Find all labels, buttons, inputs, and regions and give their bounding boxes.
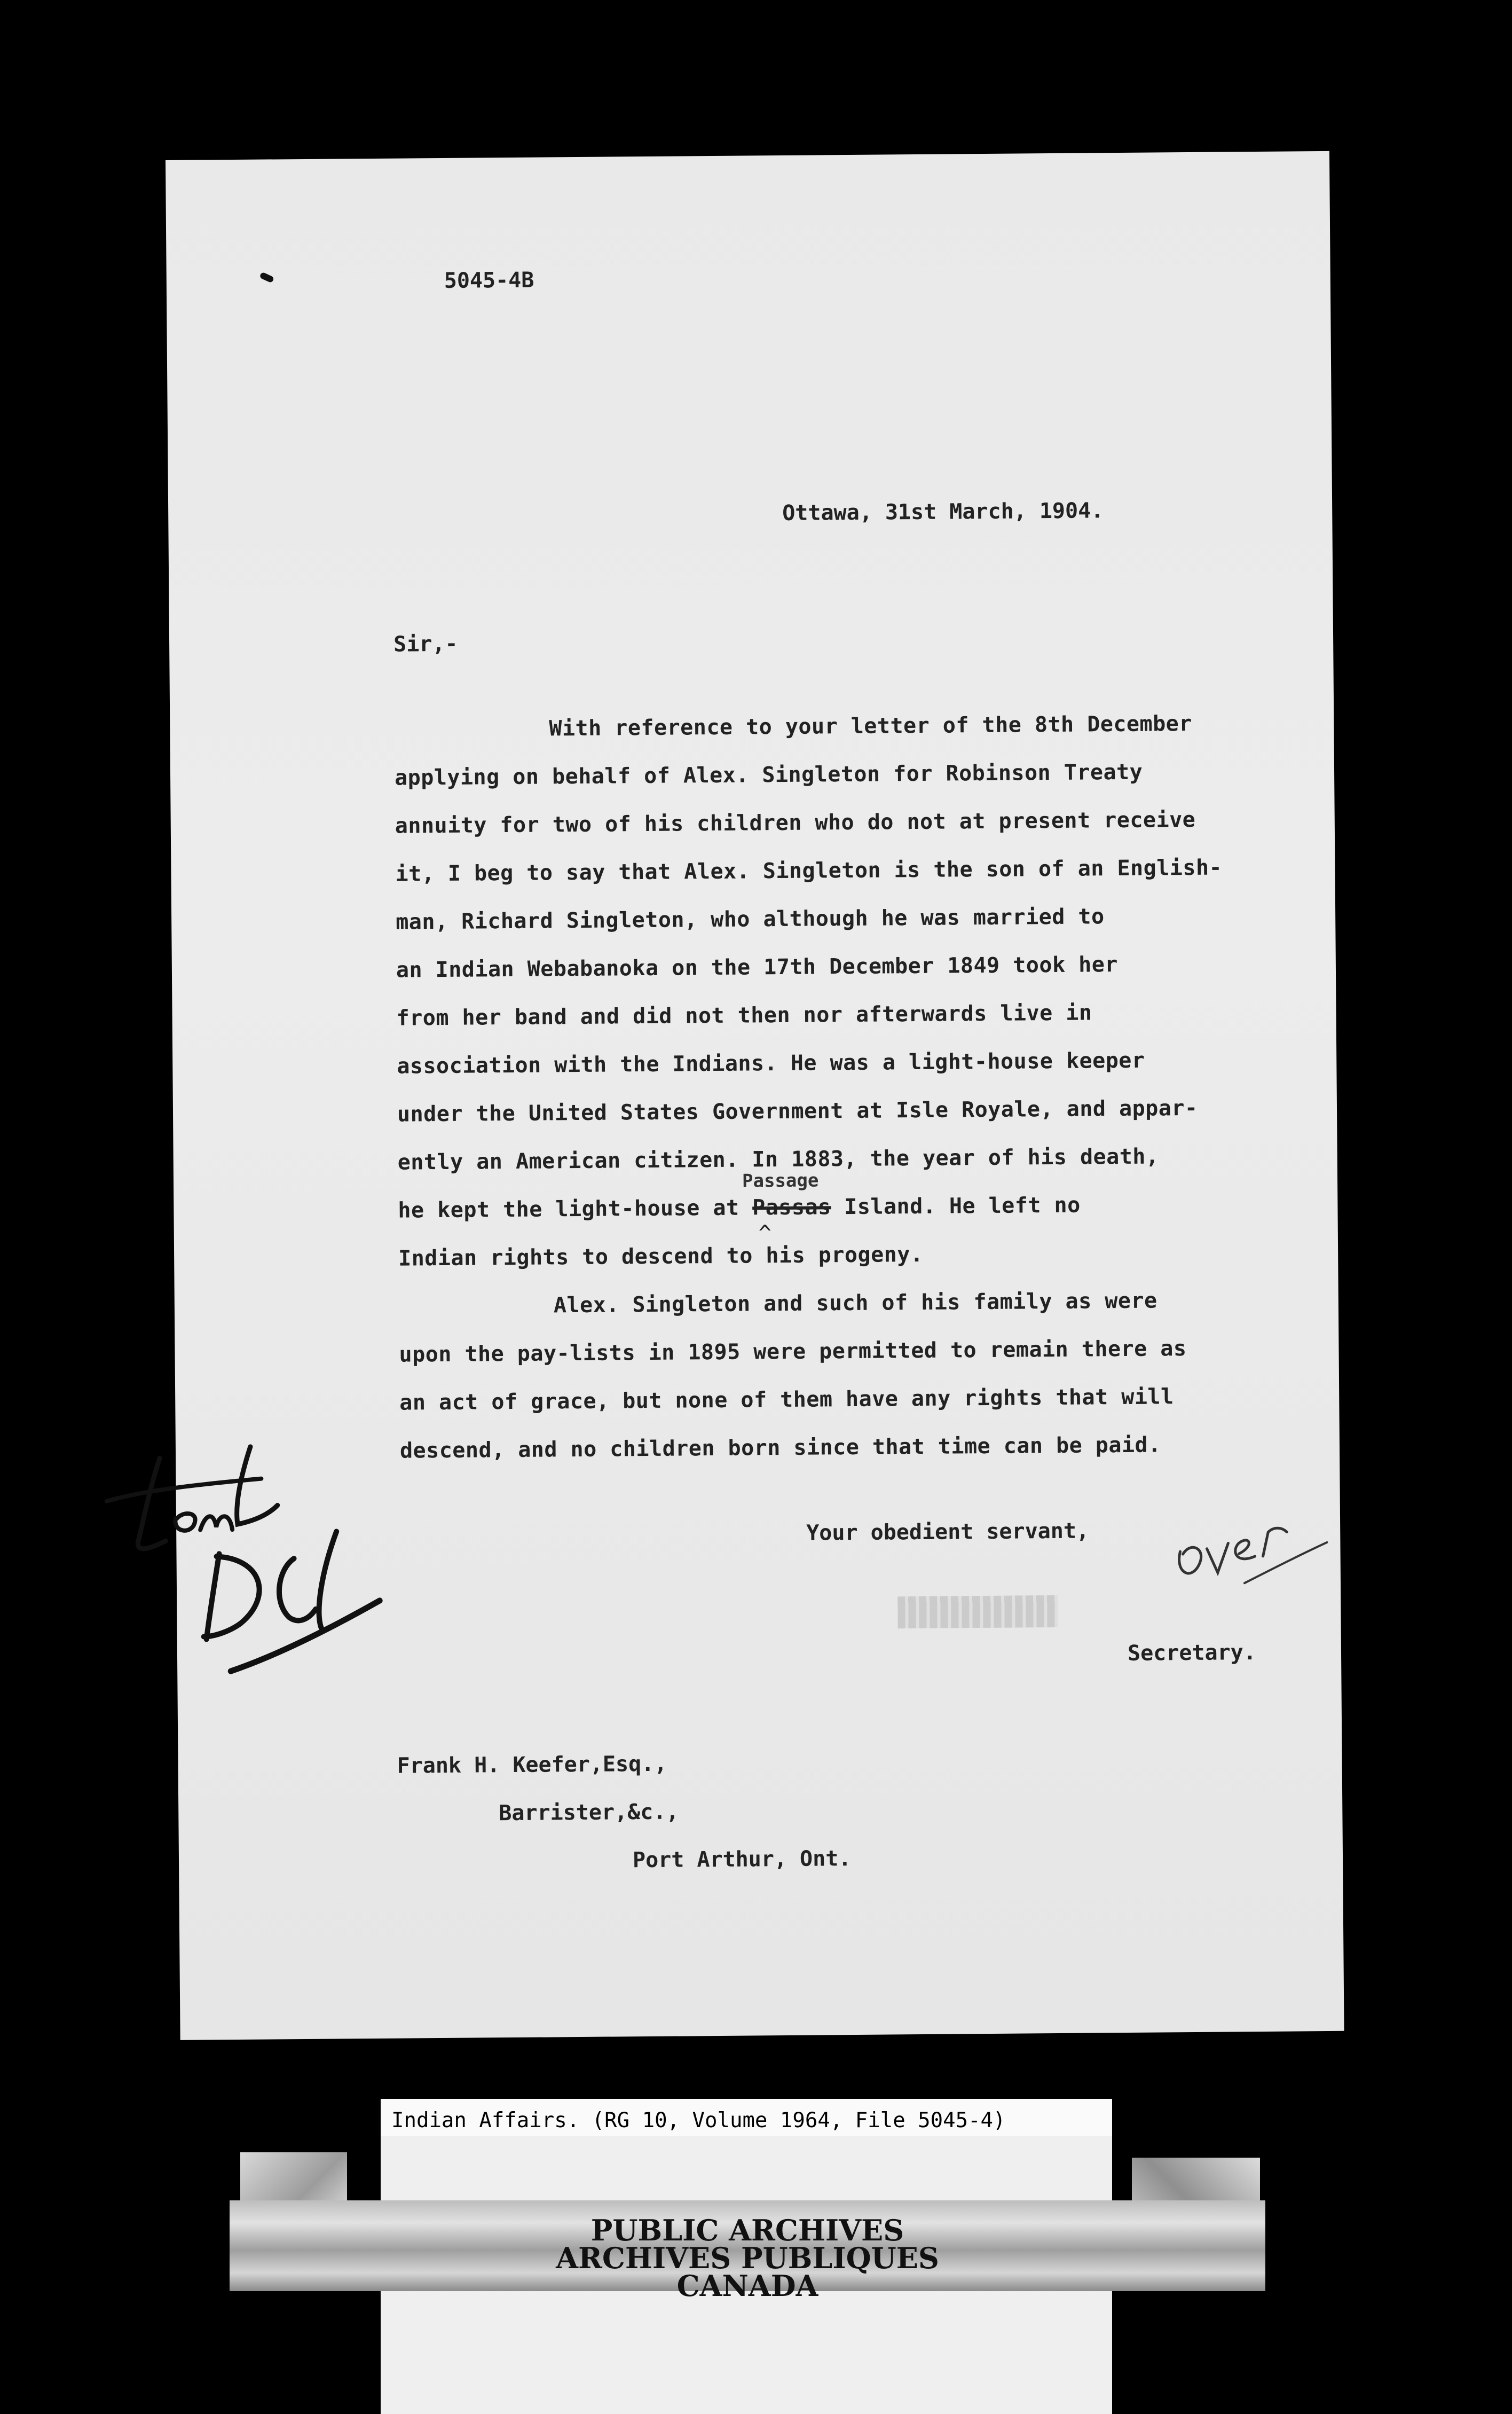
body-line: annuity for two of his children who do not at present receive bbox=[395, 807, 1196, 838]
archive-reference: Indian Affairs. (RG 10, Volume 1964, File 5045-4) bbox=[381, 2099, 1112, 2136]
body-line: it, I beg to say that Alex. Singleton is the son of an English- bbox=[395, 855, 1223, 887]
body-line: ently an American citizen. In 1883, the year of his death, bbox=[397, 1144, 1159, 1175]
addressee-title: Barrister,&c., bbox=[499, 1799, 679, 1826]
punch-hole-mark bbox=[259, 272, 274, 284]
faded-signature-stamp bbox=[897, 1595, 1058, 1628]
addressee-name: Frank H. Keefer,Esq., bbox=[397, 1751, 667, 1778]
body-line: man, Richard Singleton, who although he was married to bbox=[396, 904, 1105, 935]
body-line: applying on behalf of Alex. Singleton for Robinson Treaty bbox=[394, 759, 1143, 790]
line-prefix: he kept the light-house at bbox=[398, 1195, 753, 1223]
insertion-caret: ^ bbox=[758, 1221, 772, 1246]
closing: Your obedient servant, bbox=[806, 1518, 1090, 1546]
handwritten-over-note bbox=[1169, 1502, 1330, 1605]
body-line: Indian rights to descend to his progeny. bbox=[398, 1242, 924, 1271]
handwritten-initials bbox=[101, 1424, 402, 1678]
line-suffix: Island. He left no bbox=[831, 1193, 1081, 1220]
body-line: an Indian Webabanoka on the 17th December 1849 took her bbox=[396, 952, 1119, 983]
stamp-line-2: ARCHIVES PUBLIQUES bbox=[556, 2241, 939, 2275]
dateline: Ottawa, 31st March, 1904. bbox=[782, 498, 1104, 526]
struck-word: Passas bbox=[752, 1195, 831, 1220]
file-number: 5045-4B bbox=[444, 268, 534, 293]
body-line: an act of grace, but none of them have any rights that will bbox=[399, 1384, 1174, 1415]
body-line: descend, and no children born since that time can be paid. bbox=[399, 1432, 1161, 1463]
interlinear-insertion: Passage bbox=[742, 1170, 819, 1192]
body-line: With reference to your letter of the 8th December bbox=[549, 711, 1193, 741]
addressee-place: Port Arthur, Ont. bbox=[632, 1846, 852, 1873]
body-line-passage bbox=[398, 1195, 1081, 1221]
body-line: association with the Indians. He was a light-house keeper bbox=[397, 1048, 1145, 1079]
salutation: Sir,- bbox=[393, 631, 458, 657]
stamp-line-3: CANADA bbox=[676, 2269, 818, 2303]
body-line: upon the pay-lists in 1895 were permitted to remain there as bbox=[399, 1336, 1187, 1367]
letter-sheet bbox=[166, 151, 1344, 2040]
stamp-line-1: PUBLIC ARCHIVES bbox=[590, 2213, 904, 2247]
signature-title: Secretary. bbox=[1127, 1640, 1257, 1666]
body-line: Alex. Singleton and such of his family as were bbox=[553, 1288, 1157, 1318]
archives-stamp bbox=[523, 2213, 972, 2303]
body-line: under the United States Government at Isle Royale, and appar- bbox=[397, 1095, 1198, 1127]
body-line: from her band and did not then nor afterwards live in bbox=[396, 1000, 1092, 1031]
